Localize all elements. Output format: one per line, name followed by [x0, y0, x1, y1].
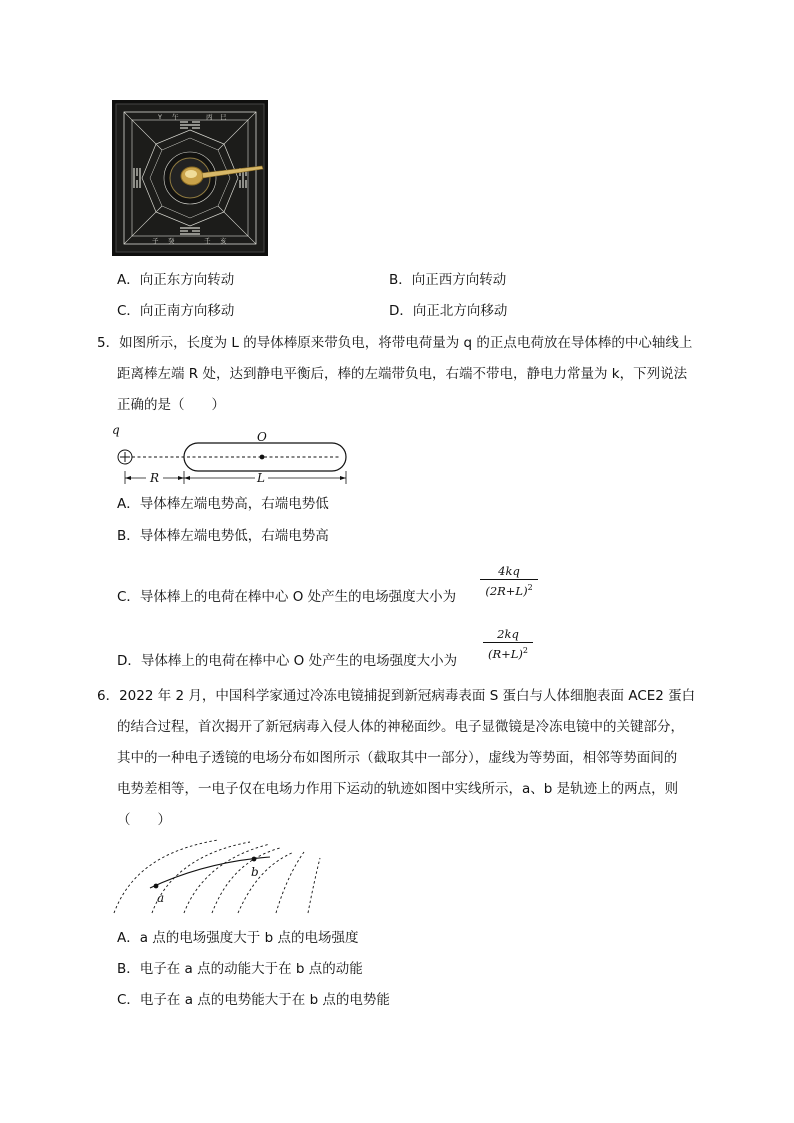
formula-numerator: 4kq — [498, 564, 520, 578]
compass-label: 壬 — [204, 237, 211, 245]
compass-label: 亥 — [220, 237, 227, 245]
q6-option-b: B．电子在 a 点的动能大于在 b 点的动能 — [117, 961, 363, 977]
compass-label: 丙 — [206, 113, 213, 121]
compass-photo — [112, 100, 268, 256]
compass-label: 巳 — [220, 113, 227, 121]
compass-label: 癸 — [168, 237, 175, 245]
q6-stem-line-1: 6．2022 年 2 月，中国科学家通过冷冻电镜捕捉到新冠病毒表面 S 蛋白与人体细胞表面 ACE2 蛋白 — [97, 688, 696, 704]
q5-option-b: B．导体棒左端电势低，右端电势高 — [117, 528, 329, 544]
point-b-label: b — [251, 865, 259, 879]
compass-label: 午 — [172, 113, 179, 121]
formula-denominator: $(R+L)^2$ — [488, 646, 528, 661]
q4-option-d: D．向正北方向移动 — [389, 303, 508, 319]
formula-numerator: 2kq — [497, 627, 519, 641]
q5-stem-line-2: 距离棒左端 R 处，达到静电平衡后，棒的左端带负电，右端不带电，静电力常量为 k，下列说法 — [117, 366, 688, 382]
q6-option-a: A．a 点的电场强度大于 b 点的电场强度 — [117, 930, 359, 946]
q4-option-a: A．向正东方向转动 — [117, 272, 235, 288]
q5-option-a: A．导体棒左端电势高，右端电势低 — [117, 496, 329, 512]
q5-formula-c — [480, 564, 538, 598]
q4-option-b: B．向正西方向转动 — [389, 272, 507, 288]
q6-stem-line-2: 的结合过程，首次揭开了新冠病毒入侵人体的神秘面纱。电子显微镜是冷冻电镜中的关键部分， — [117, 719, 684, 735]
q6-stem-line-5: （ ） — [117, 812, 171, 828]
charge-label: q — [112, 424, 120, 437]
distance-label-l: L — [257, 471, 265, 485]
q5-rod-figure — [108, 424, 358, 490]
q6-field-figure — [108, 836, 328, 916]
q5-option-d: D．导体棒上的电荷在棒中心 O 处产生的电场强度大小为 — [117, 653, 458, 669]
compass-label: Y — [158, 113, 162, 121]
compass-label: 子 — [152, 237, 159, 245]
q6-option-c: C．电子在 a 点的电势能大于在 b 点的电势能 — [117, 992, 390, 1008]
q6-stem-line-4: 电势差相等，一电子仅在电场力作用下运动的轨迹如图中实线所示，a、b 是轨迹上的两点，则 — [117, 781, 679, 797]
point-a-label: a — [157, 891, 165, 905]
distance-label-r: R — [150, 471, 160, 485]
q5-stem-line-3: 正确的是（ ） — [117, 397, 225, 413]
q5-formula-d — [483, 627, 533, 661]
q5-option-c: C．导体棒上的电荷在棒中心 O 处产生的电场强度大小为 — [117, 589, 457, 605]
q4-option-c: C．向正南方向移动 — [117, 303, 235, 319]
q6-stem-line-3: 其中的一种电子透镜的电场分布如图所示（截取其中一部分），虚线为等势面，相邻等势面间的 — [117, 750, 678, 766]
q5-stem-line-1: 5．如图所示，长度为 L 的导体棒原来带负电，将带电荷量为 q 的正点电荷放在导体棒的中心轴线上 — [97, 335, 693, 351]
formula-denominator: $(2R+L)^2$ — [485, 583, 533, 598]
center-label: O — [257, 430, 267, 444]
